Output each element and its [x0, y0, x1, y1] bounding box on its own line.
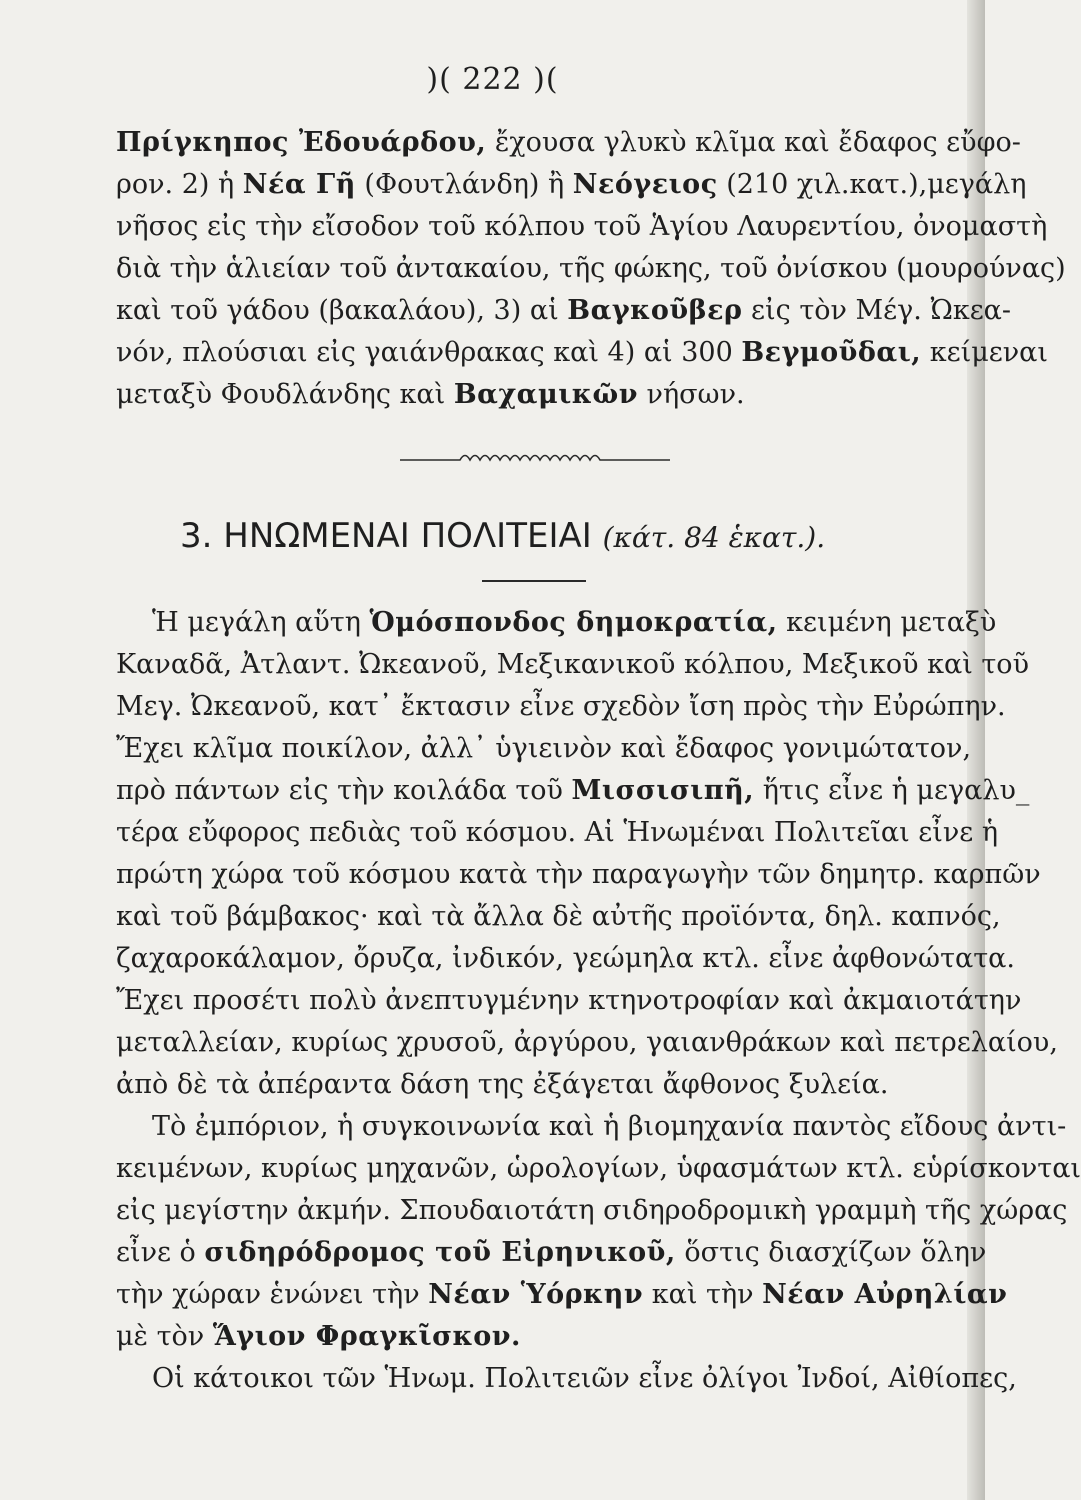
- text-line: [116, 812, 999, 854]
- text-line: [116, 602, 997, 644]
- text-run: νόν, πλούσιαι εἰς γαιάνθρακας καὶ 4) αἱ 300: [116, 337, 742, 368]
- text-run: ἀπὸ δὲ τὰ ἀπέραντα δάση της ἐξάγεται ἄφθονος ξυλεία.: [116, 1069, 889, 1100]
- text-run: καὶ τὴν: [643, 1279, 763, 1310]
- text-line: [116, 854, 1041, 896]
- text-run: μεταξὺ Φουδλάνδης καὶ: [116, 379, 454, 410]
- text-run: (Φουτλάνδη) ἢ: [355, 169, 573, 200]
- text-line: [116, 1022, 1058, 1064]
- text-line: [116, 1148, 1081, 1190]
- text-run: κειμένη μεταξὺ: [777, 607, 997, 638]
- text-run: διὰ τὴν ἁλιείαν τοῦ ἀντακαίου, τῆς φώκης, τοῦ ὀνίσκου (μουρούνας): [116, 253, 1066, 284]
- text-run: Ἡ μεγάλη αὕτη: [152, 607, 370, 638]
- text-line: [116, 1358, 1017, 1400]
- text-line: [116, 1232, 987, 1274]
- text-line: [116, 332, 1048, 374]
- text-line: [116, 644, 1029, 686]
- text-line: [116, 728, 972, 770]
- bold-term: Νεόγειος: [572, 169, 718, 200]
- text-run: ρον. 2) ἡ: [116, 169, 243, 200]
- bold-term: Βαγκοῦβερ: [567, 295, 743, 326]
- text-run: ζαχαροκάλαμον, ὄρυζα, ἰνδικόν, γεώμηλα κτλ. εἶνε ἀφθονώτατα.: [116, 943, 1015, 974]
- text-line: [116, 206, 1048, 248]
- text-run: Καναδᾶ, Ἀτλαντ. Ὠκεανοῦ, Μεξικανικοῦ κόλπου, Μεξικοῦ καὶ τοῦ: [116, 649, 1029, 680]
- text-run: Μεγ. Ὠκεανοῦ, κατ᾽ ἔκτασιν εἶνε σχεδὸν ἴση πρὸς τὴν Εὐρώπην.: [116, 691, 1006, 722]
- bold-term: Ὁμόσπονδος δημοκρατία,: [369, 607, 778, 638]
- text-run: εἰς μεγίστην ἀκμήν. Σπουδαιοτάτη σιδηροδρομικὴ γραμμὴ τῆς χώρας: [116, 1195, 1068, 1226]
- text-run: ἔχουσα γλυκὺ κλῖμα καὶ ἔδαφος εὔφο-: [486, 127, 1021, 158]
- section-title: 3. ΗΝΩΜΕΝΑΙ ΠΟΛΙΤΕΙΑΙ: [180, 516, 592, 556]
- text-run: τέρα εὔφορος πεδιὰς τοῦ κόσμου. Αἱ Ἡνωμέναι Πολιτεῖαι εἶνε ἡ: [116, 817, 999, 848]
- text-run: καὶ τοῦ βάμβακος· καὶ τὰ ἄλλα δὲ αὐτῆς προϊόντα, δηλ. καπνός,: [116, 901, 1001, 932]
- text-run: κείμεναι: [921, 337, 1048, 368]
- bold-term: Βεγμοῦδαι,: [741, 337, 922, 368]
- text-run: καὶ τοῦ γάδου (βακαλάου), 3) αἱ: [116, 295, 568, 326]
- text-run: νῆσος εἰς τὴν εἴσοδον τοῦ κόλπου τοῦ Ἁγίου Λαυρεντίου, ὀνομαστὴ: [116, 211, 1048, 242]
- section-subtitle: (κάτ. 84 ἑκατ.).: [602, 521, 826, 554]
- text-run: ἥτις εἶνε ἡ μεγαλυ_: [754, 775, 1030, 806]
- bold-term: Νέαν Ὑόρκην: [428, 1279, 644, 1310]
- text-line: [116, 770, 1030, 812]
- text-run: νήσων.: [637, 379, 745, 410]
- text-run: ὅστις διασχίζων ὅλην: [675, 1237, 987, 1268]
- text-line: [116, 164, 1027, 206]
- body-text: [116, 602, 1081, 1400]
- bold-term: Ἅγιον Φραγκῖσκον.: [212, 1321, 521, 1352]
- text-run: Τὸ ἐμπόριον, ἡ συγκοινωνία καὶ ἡ βιομηχανία παντὸς εἴδους ἀντι-: [152, 1111, 1067, 1142]
- section-heading: [180, 508, 920, 566]
- text-run: εἶνε ὁ: [116, 1237, 205, 1268]
- text-line: [116, 1190, 1068, 1232]
- text-line: [116, 374, 954, 416]
- text-line: [116, 122, 1021, 164]
- intro-paragraph: [116, 122, 1066, 416]
- text-run: Οἱ κάτοικοι τῶν Ἡνωμ. Πολιτειῶν εἶνε ὀλίγοι Ἰνδοί, Αἰθίοπες,: [152, 1363, 1017, 1394]
- text-line: [116, 1316, 954, 1358]
- text-run: (210 χιλ.κατ.),μεγάλη: [717, 169, 1027, 200]
- text-run: κειμένων, κυρίως μηχανῶν, ὡρολογίων, ὑφασμάτων κτλ. εὑρίσκονται: [116, 1153, 1081, 1184]
- bold-term: σιδηρόδρομος τοῦ Εἰρηνικοῦ,: [204, 1237, 676, 1268]
- text-line: [116, 1106, 1067, 1148]
- text-run: εἰς τὸν Μέγ. Ὠκεα-: [742, 295, 1012, 326]
- text-run: μεταλλείαν, κυρίως χρυσοῦ, ἀργύρου, γαιανθράκων καὶ πετρελαίου,: [116, 1027, 1058, 1058]
- text-line: [116, 686, 1006, 728]
- text-line: [116, 896, 1001, 938]
- text-line: [116, 290, 1012, 332]
- text-run: τὴν χώραν ἑνώνει τὴν: [116, 1279, 429, 1310]
- bold-term: Μισσισιπῆ,: [571, 775, 755, 806]
- text-line: [116, 980, 1022, 1022]
- bold-term: Νέαν Αὐρηλίαν: [762, 1279, 1008, 1310]
- text-run: Ἔχει κλῖμα ποικίλον, ἀλλ᾽ ὑγιεινὸν καὶ ἔδαφος γονιμώτατον,: [116, 733, 972, 764]
- wavy-divider-ornament: [400, 448, 670, 472]
- text-line: [116, 1274, 1008, 1316]
- text-line: [116, 1064, 954, 1106]
- text-run: πρώτη χώρα τοῦ κόσμου κατὰ τὴν παραγωγὴν τῶν δημητρ. καρπῶν: [116, 859, 1041, 890]
- bold-term: Πρίγκηπος Ἐδουάρδου,: [116, 127, 487, 158]
- bold-term: Βαχαμικῶν: [453, 379, 638, 410]
- text-line: [116, 248, 1066, 290]
- page-number-header: )( 222 )(: [426, 62, 559, 97]
- section-rule: [482, 580, 586, 582]
- text-run: μὲ τὸν: [116, 1321, 213, 1352]
- text-run: πρὸ πάντων εἰς τὴν κοιλάδα τοῦ: [116, 775, 572, 806]
- bold-term: Νέα Γῆ: [242, 169, 356, 200]
- text-run: Ἔχει προσέτι πολὺ ἀνεπτυγμένην κτηνοτροφίαν καὶ ἀκμαιοτάτην: [116, 985, 1022, 1016]
- text-line: [116, 938, 1015, 980]
